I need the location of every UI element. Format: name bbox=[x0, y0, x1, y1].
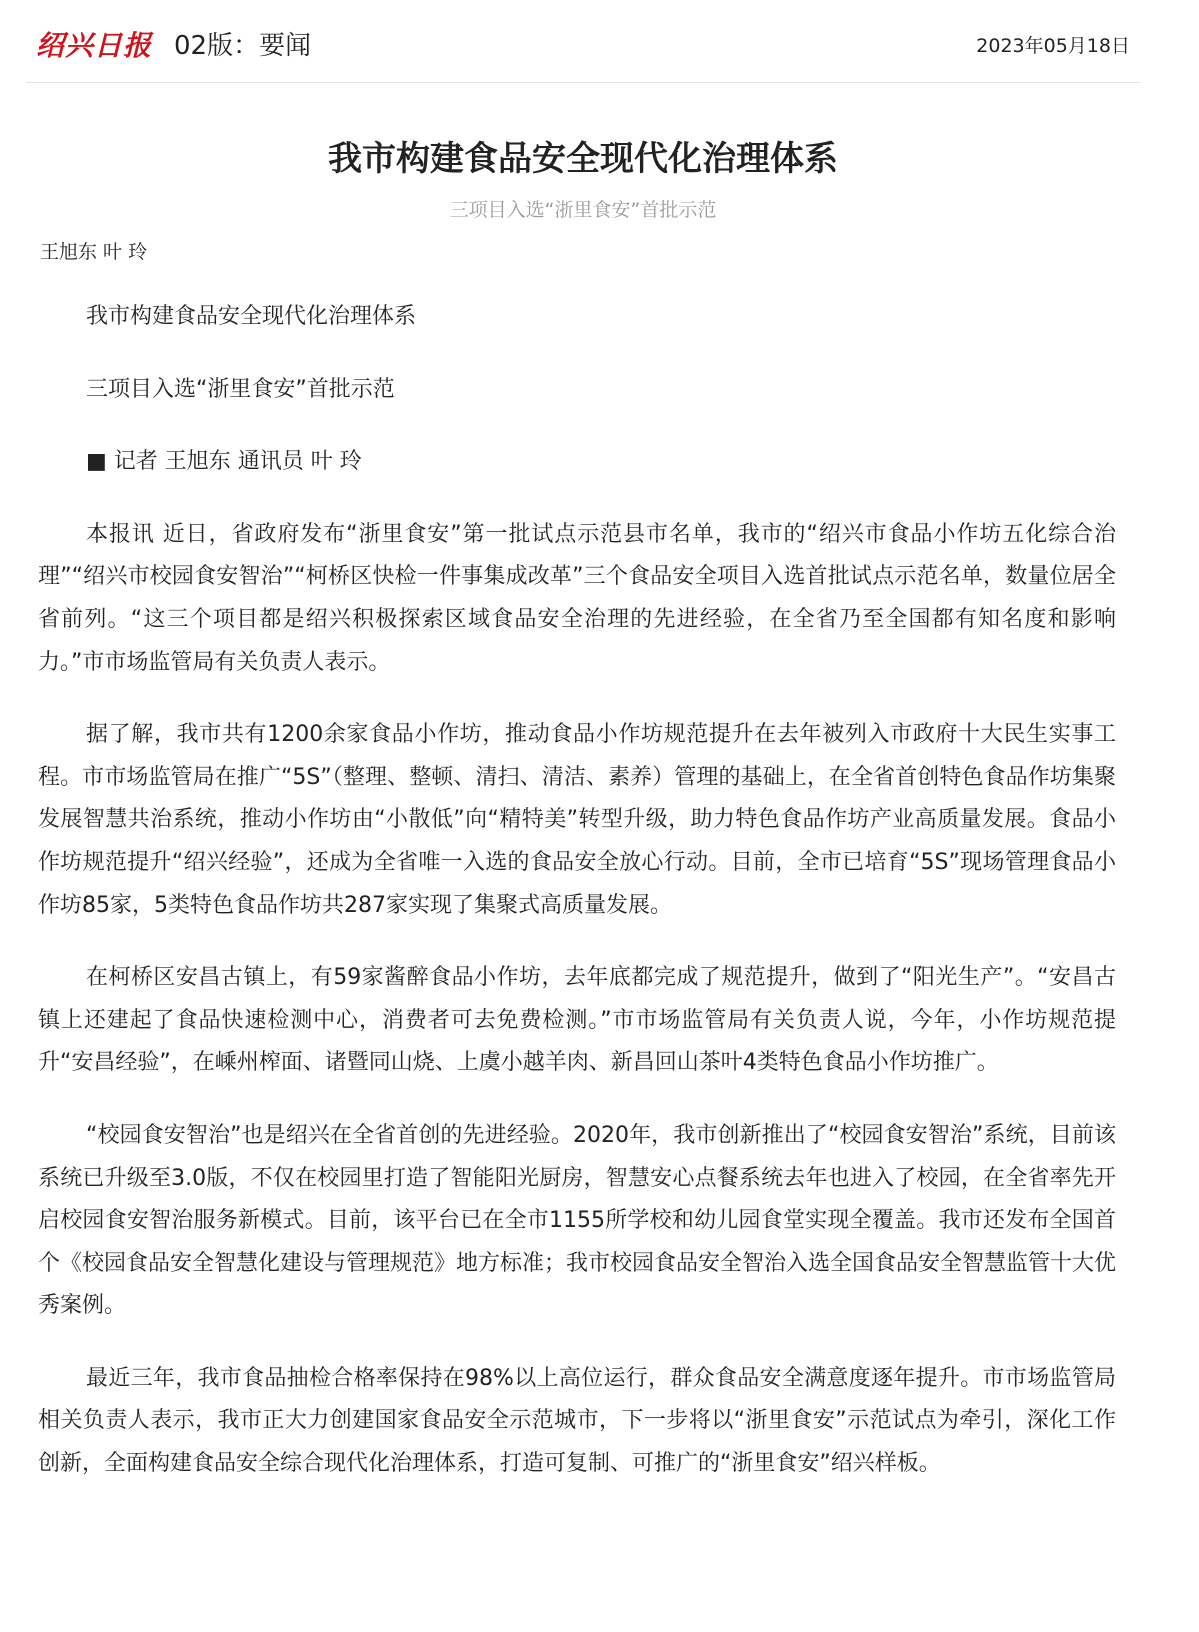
paragraph: 据了解，我市共有1200余家食品小作坊，推动食品小作坊规范提升在去年被列入市政府十大民生实事工程。市市场监管局在推广“5S”（整理、整顿、清扫、清洁、素养）管理的基础上，在全省首创特色食品作坊集聚发展智慧共治系统，推动小作坊由“小散低”向“精特美”转型升级，助力特色食品作坊产业高质量发展。食品小作坊规范提升“绍兴经验”，还成为全省唯一入选的食品安全放心行动。目前，全市已培育“5S”现场管理食品小作坊85家，5类特色食品作坊共287家实现了集聚式高质量发展。 bbox=[38, 722, 1116, 918]
paragraph-reporter-line: ■ 记者 王旭东 通讯员 叶 玲 bbox=[86, 449, 362, 475]
edition-label: 02版：要闻 bbox=[174, 31, 312, 61]
article-subtitle: 三项目入选“浙里食安”首批示范 bbox=[449, 199, 717, 221]
newspaper-logo[interactable]: 绍兴日报 bbox=[36, 29, 153, 62]
paragraph: “校园食安智治”也是绍兴在全省首创的先进经验。2020年，我市创新推出了“校园食安智治”系统，目前该系统已升级至3.0版，不仅在校园里打造了智能阳光厨房，智慧安心点餐系统去年也进入了校园，在全省率先开启校园食安智治服务新模式。目前，该平台已在全市1155所学校和幼儿园食堂实现全覆盖。我市还发布全国首个《校园食品安全智慧化建设与管理规范》地方标准；我市校园食品安全智治入选全国食品安全智慧监管十大优秀案例。 bbox=[38, 1122, 1117, 1319]
paragraph-repeat-title: 我市构建食品安全现代化治理体系 bbox=[86, 304, 417, 329]
paragraph: 最近三年，我市食品抽检合格率保持在98%以上高位运行，群众食品安全满意度逐年提升。市市场监管局相关负责人表示，我市正大力创建国家食品安全示范城市，下一步将以“浙里食安”示范试点为牵引，深化工作创新，全面构建食品安全综合现代化治理体系，打造可复制、可推广的“浙里食安”绍兴样板。 bbox=[38, 1365, 1116, 1477]
page-header bbox=[26, 0, 1140, 83]
article-body bbox=[38, 296, 1116, 1516]
paragraph-repeat-subtitle: 三项目入选“浙里食安”首批示范 bbox=[86, 376, 395, 402]
paragraph: 本报讯 近日，省政府发布“浙里食安”第一批试点示范县市名单，我市的“绍兴市食品小作坊五化综合治理”“绍兴市校园食安智治”“柯桥区快检一件事集成改革”三个食品安全项目入选首批试点示范名单，数量位居全省前列。“这三个项目都是绍兴积极探索区域食品安全治理的先进经验，在全省乃至全国都有知名度和影响力。”市市场监管局有关负责人表示。 bbox=[38, 521, 1116, 675]
article-byline: 王旭东 叶 玲 bbox=[40, 241, 148, 263]
paragraph: 在柯桥区安昌古镇上，有59家酱醉食品小作坊，去年底都完成了规范提升，做到了“阳光生产”。“安昌古镇上还建起了食品快速检测中心，消费者可去免费检测。”市市场监管局有关负责人说，今年，小作坊规范提升“安昌经验”，在嵊州榨面、诸暨同山烧、上虞小越羊肉、新昌回山茶叶4类特色食品小作坊推广。 bbox=[38, 965, 1116, 1076]
article-title: 我市构建食品安全现代化治理体系 bbox=[328, 139, 838, 179]
publication-date: 2023年05月18日 bbox=[976, 35, 1130, 57]
